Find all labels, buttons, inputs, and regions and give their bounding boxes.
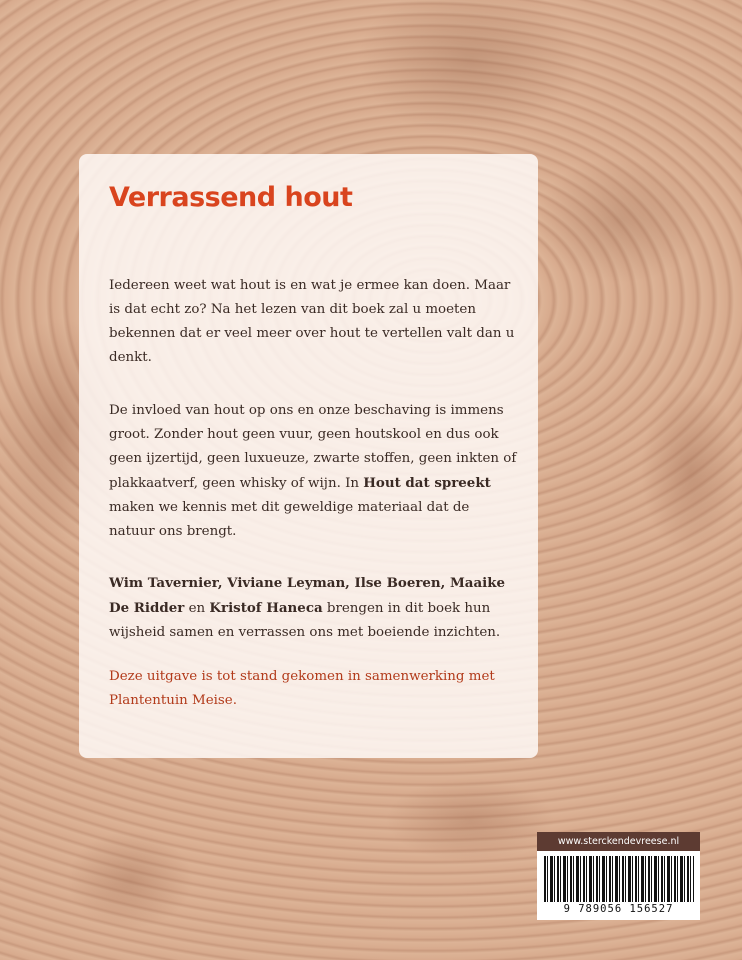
text-panel	[79, 154, 538, 758]
barcode-bars	[544, 856, 694, 902]
cover-title: Verrassend hout	[109, 182, 353, 213]
authors-paragraph	[109, 571, 519, 645]
partnership-note: Deze uitgave is tot stand gekomen in samenwerking met Plantentuin Meise.	[109, 669, 495, 708]
influence-text-start: De invloed van hout op ons en onze beschaving is immens groot. Zonder hout geen vuur, geen houtskool en dus ook geen ijzertijd, geen luxueuze, zwarte stoffen, geen inkten of plakkaatverf, geen whisky of wijn. In	[109, 403, 517, 491]
book-title-bold: Hout dat spreekt	[363, 475, 491, 491]
influence-text-end: maken we kennis met dit geweldige materiaal dat de natuur ons brengt.	[109, 500, 470, 539]
authors-joiner: en	[184, 601, 210, 616]
isbn-number: 9 789056 156527	[563, 903, 674, 915]
influence-paragraph	[109, 399, 519, 544]
author-last-name: Kristof Haneca	[209, 600, 323, 616]
authors-text: brengen in dit boek hun wijsheid samen en verrassen ons met boeiende inzichten.	[109, 601, 501, 640]
authors-names: Wim Tavernier, Viviane Leyman, Ilse Boeren, Maaike De Ridder	[109, 575, 506, 616]
barcode-block	[537, 832, 700, 920]
publisher-url: www.sterckendevreese.nl	[537, 832, 700, 851]
intro-paragraph: Iedereen weet wat hout is en wat je ermee kan doen. Maar is dat echt zo? Na het lezen van dit boek zal u moeten bekennen dat er veel meer over hout te vertellen valt dan u denkt.	[109, 278, 515, 365]
